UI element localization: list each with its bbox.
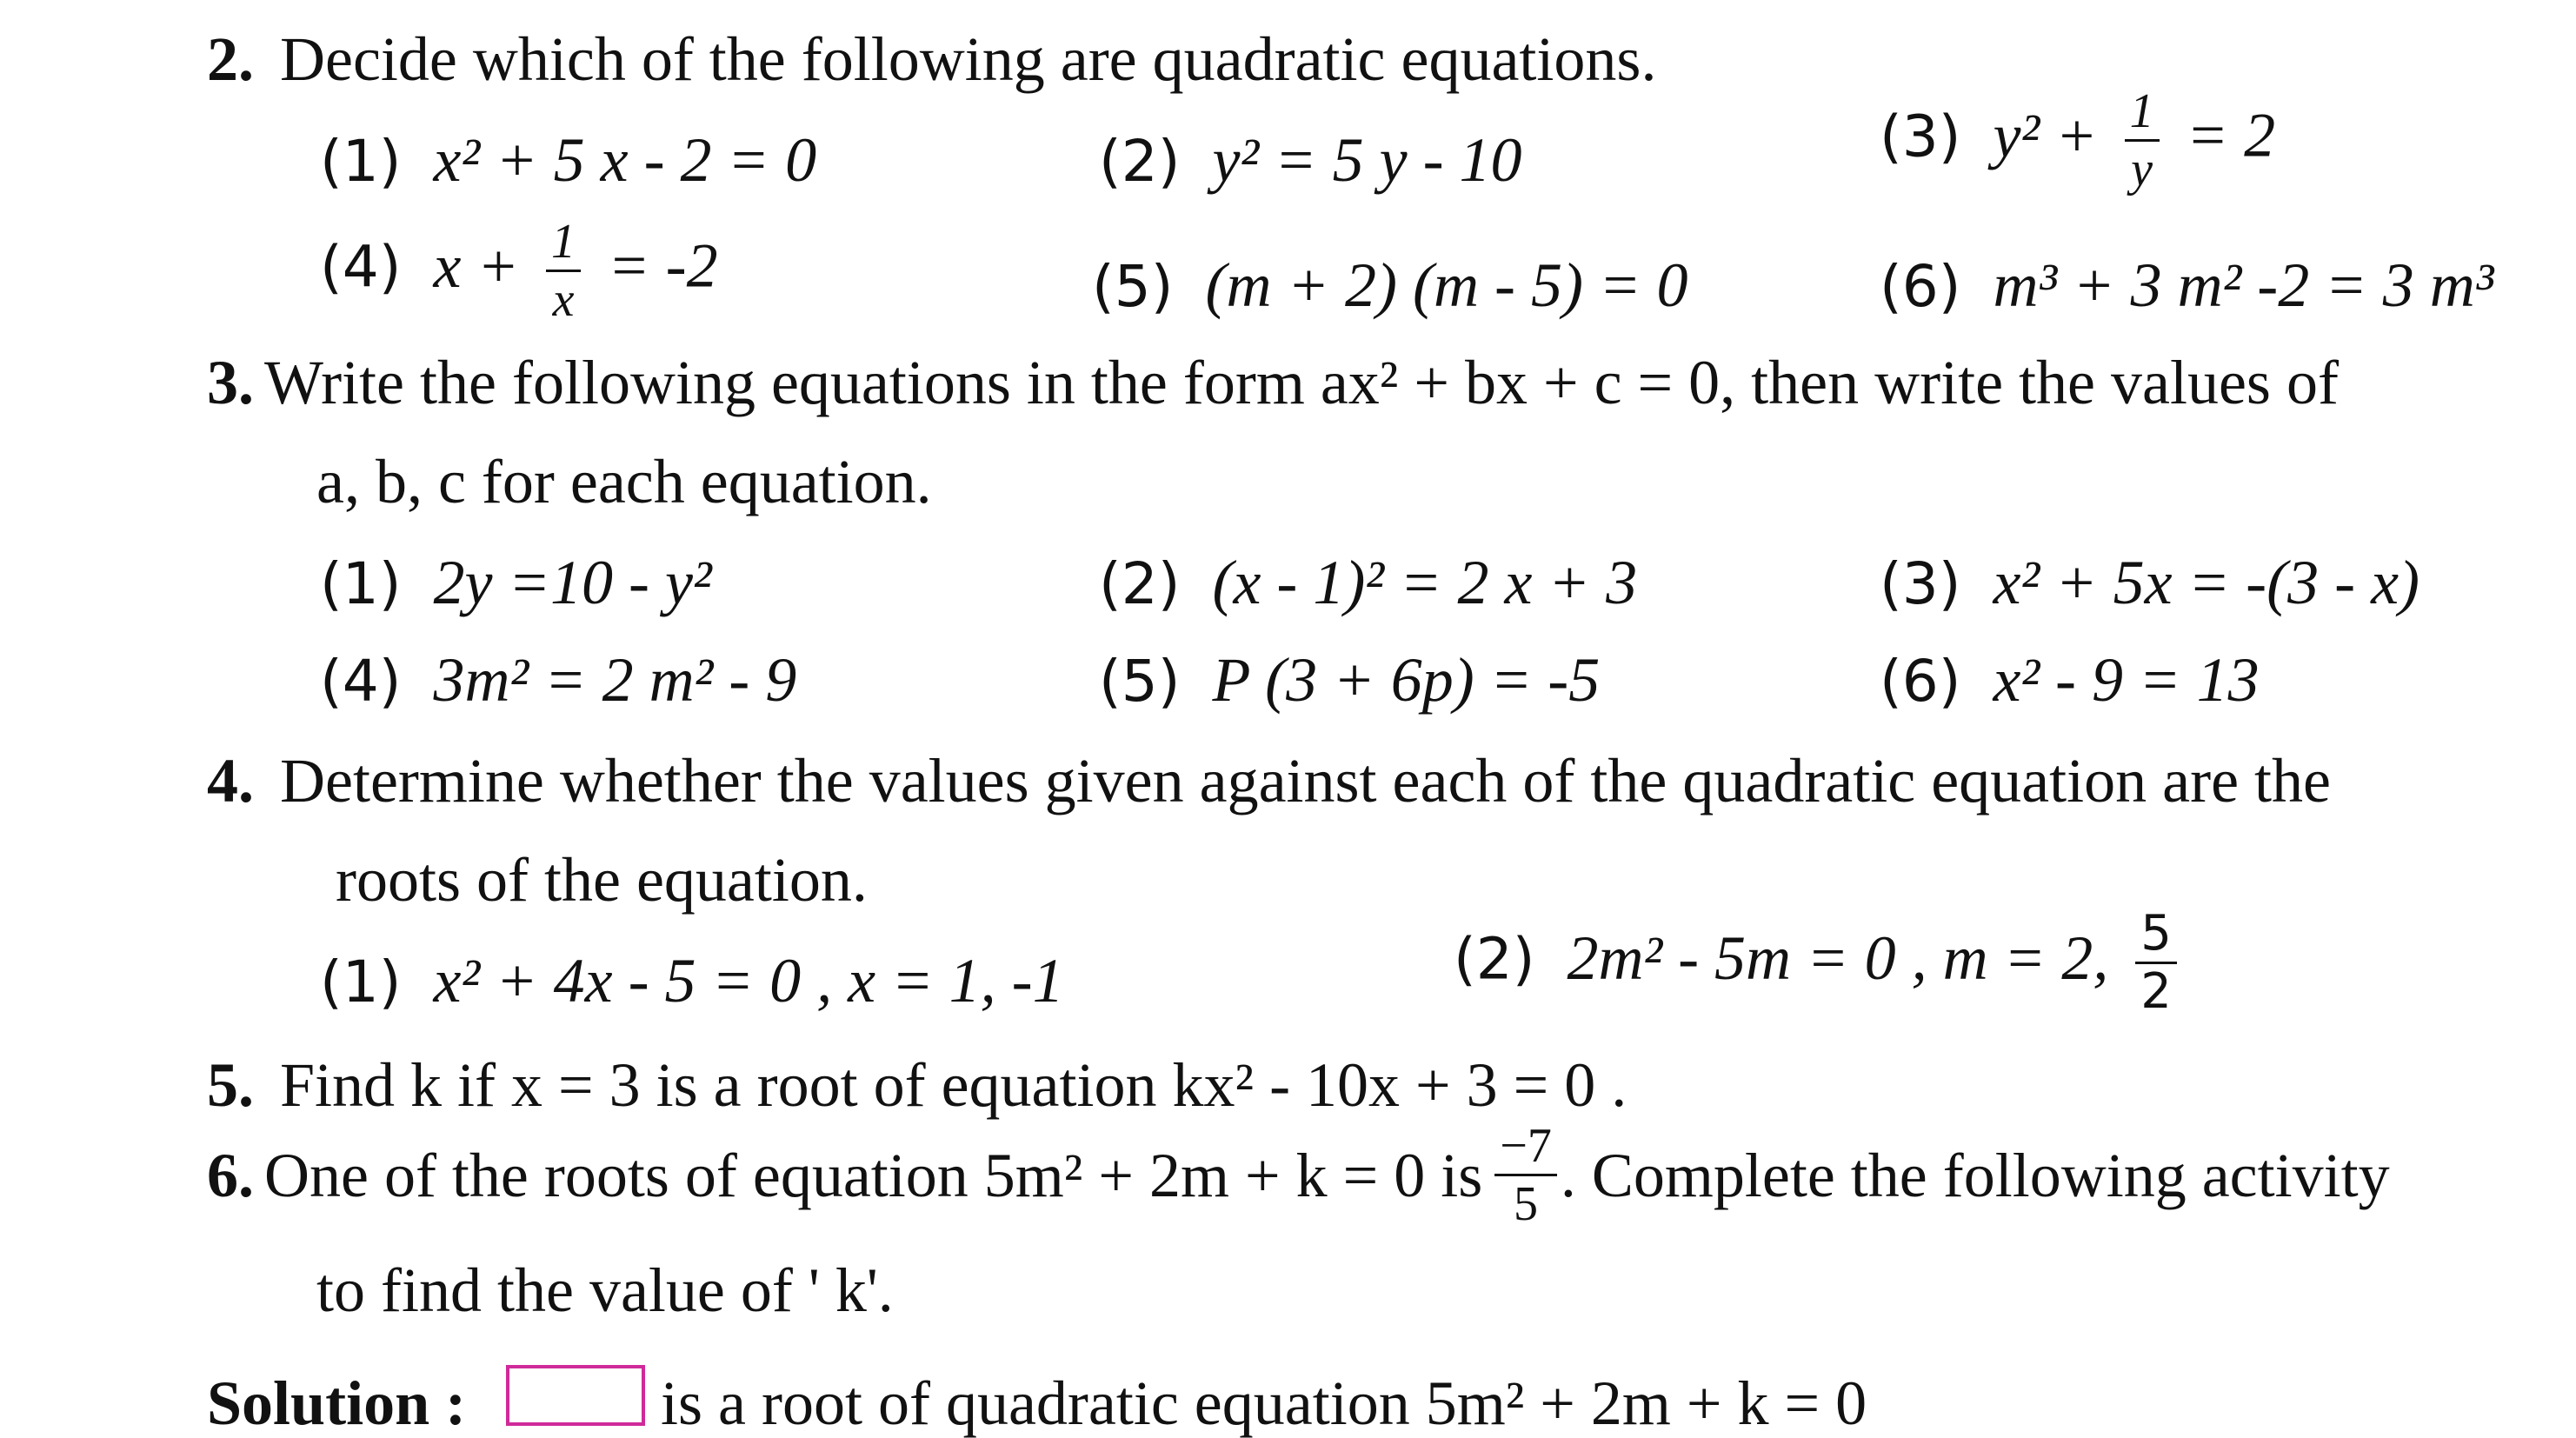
question-text: Write the following equations in the form ax² + bx + c = 0, then write the values of: [264, 348, 2339, 417]
q3-item-1: (1) 2y =10 - y²: [320, 548, 712, 617]
q2-item-2: (2) y² = 5 y - 10: [1099, 125, 1522, 195]
question-number: 4.: [207, 746, 254, 816]
question-4-continuation: roots of the equation.: [336, 845, 868, 915]
answer-box[interactable]: [506, 1365, 645, 1426]
solution-label: Solution :: [207, 1368, 467, 1438]
question-text: Find k if x = 3 is a root of equation kx² - 10x + 3 = 0 .: [280, 1050, 1627, 1120]
q2-item-3: (3) y² + $\frac{1}{y}$ = 2: [1880, 84, 2276, 196]
question-number: 6.: [207, 1140, 254, 1210]
question-5-heading: [207, 1050, 1627, 1120]
question-text: Decide which of the following are quadratic equations.: [280, 24, 1657, 94]
question-6-continuation: to find the value of ' k'.: [316, 1255, 894, 1325]
question-text: One of the roots of equation 5m² + 2m + k = 0 is: [264, 1140, 1483, 1210]
question-number: 3.: [207, 348, 254, 417]
question-3-continuation: a, b, c for each equation.: [316, 447, 932, 516]
fraction: $\frac{5}{2}$: [2135, 909, 2177, 1016]
q2-item-1: (1) x² + 5 x - 2 = 0: [320, 125, 817, 195]
q2-item-6: (6) m³ + 3 m² -2 = 3 m³: [1880, 250, 2494, 320]
solution-text: is a root of quadratic equation 5m² + 2m + k = 0: [661, 1368, 1867, 1438]
q2-item-5: (5) (m + 2) (m - 5) = 0: [1092, 250, 1688, 320]
question-number: 2.: [207, 24, 254, 94]
question-6-heading: 6. One of the roots of equation 5m² + 2m + k = 0 is $\frac{-7}{5}$ . Complete the following activity: [207, 1119, 2390, 1231]
fraction: $\frac{1}{x}$: [546, 217, 581, 324]
q3-item-3: (3) x² + 5x = -(3 - x): [1880, 548, 2420, 617]
fraction: $\frac{-7}{5}$: [1494, 1122, 1557, 1228]
fraction: $\frac{1}{y}$: [2125, 87, 2160, 194]
question-3-heading: [207, 348, 2339, 417]
question-2-heading: [207, 24, 1657, 94]
q4-item-1: (1) x² + 4x - 5 = 0 , x = 1, -1: [320, 946, 1064, 1015]
q4-item-2: (2) 2m² - 5m = 0 , m = 2, $\frac{5}{2}$: [1454, 909, 2186, 1016]
question-number: 5.: [207, 1050, 254, 1120]
q3-item-6: (6) x² - 9 = 13: [1880, 645, 2260, 715]
question-text: Determine whether the values given against each of the quadratic equation are the: [280, 746, 2331, 816]
q2-item-4: (4) x + $\frac{1}{x}$ = -2: [320, 215, 718, 327]
q3-item-2: (2) (x - 1)² = 2 x + 3: [1099, 548, 1638, 617]
q3-item-4: (4) 3m² = 2 m² - 9: [320, 645, 797, 715]
q3-item-5: (5) P (3 + 6p) = -5: [1099, 645, 1601, 715]
question-4-heading: [207, 746, 2331, 816]
